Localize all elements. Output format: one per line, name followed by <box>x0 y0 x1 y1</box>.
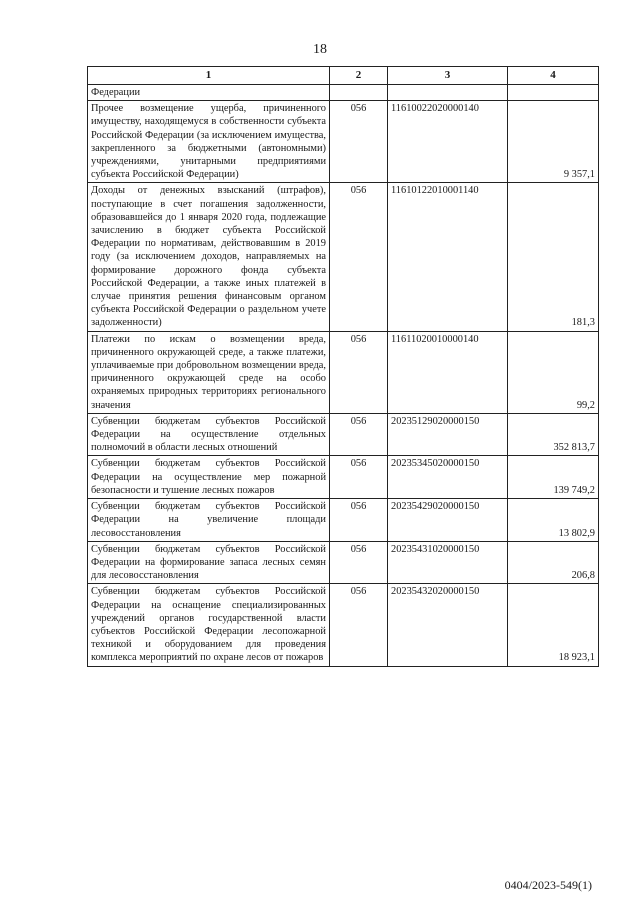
row-code: 056 <box>330 456 388 499</box>
table-row <box>88 331 599 413</box>
table-row <box>88 101 599 183</box>
row-name: Доходы от денежных взысканий (штрафов), поступающие в счет погашения задолженности, образовавшейся до 1 января 2020 года, подлежащие зачислению в бюджет субъекта Российской Федерации по нормативам, действовавшим в 2019 году (за исключением доходов, направляемых на формирование дорожного фонда субъекта Российской Федерации, а также иных платежей в случае принятия решения финансовым органом субъекта Российской Федерации о раздельном учете задолженности) <box>88 183 330 331</box>
row-name: Субвенции бюджетам субъектов Российской Федерации на осуществление отдельных полномочий в области лесных отношений <box>88 413 330 456</box>
row-amount: 18 923,1 <box>508 584 599 666</box>
row-code: 056 <box>330 499 388 542</box>
row-code: 056 <box>330 541 388 584</box>
row-name: Субвенции бюджетам субъектов Российской Федерации на увеличение площади лесовосстановления <box>88 499 330 542</box>
header-row <box>88 67 599 85</box>
row-kbk: 20235129020000150 <box>388 413 508 456</box>
continuation-row <box>88 85 599 101</box>
row-amount: 139 749,2 <box>508 456 599 499</box>
page-number: 18 <box>313 42 327 57</box>
income-table <box>87 66 599 667</box>
row-name: Субвенции бюджетам субъектов Российской Федерации на осуществление мер пожарной безопасности и тушение лесных пожаров <box>88 456 330 499</box>
row-kbk: 20235345020000150 <box>388 456 508 499</box>
header-col-3: 3 <box>388 67 508 85</box>
row-kbk: 20235432020000150 <box>388 584 508 666</box>
continuation-text: Федерации <box>88 85 330 101</box>
header-col-1: 1 <box>88 67 330 85</box>
table-row <box>88 456 599 499</box>
row-name: Платежи по искам о возмещении вреда, причиненного окружающей среде, а также платежи, уплачиваемые при добровольном возмещении вреда, причиненного окружающей среде на особо охраняемых природных территориях регионального значения <box>88 331 330 413</box>
row-name: Субвенции бюджетам субъектов Российской Федерации на оснащение специализированных учреждений органов государственной власти субъектов Российской Федерации лесопожарной техникой и оборудованием для проведения комплекса мероприятий по охране лесов от пожаров <box>88 584 330 666</box>
table-row <box>88 584 599 666</box>
row-kbk: 11610022020000140 <box>388 101 508 183</box>
document-number: 0404/2023-549(1) <box>504 878 592 892</box>
row-code: 056 <box>330 584 388 666</box>
row-amount: 99,2 <box>508 331 599 413</box>
row-kbk: 20235431020000150 <box>388 541 508 584</box>
table-row <box>88 183 599 331</box>
table-row <box>88 499 599 542</box>
row-amount: 181,3 <box>508 183 599 331</box>
row-amount: 206,8 <box>508 541 599 584</box>
header-col-2: 2 <box>330 67 388 85</box>
row-amount: 13 802,9 <box>508 499 599 542</box>
row-kbk: 20235429020000150 <box>388 499 508 542</box>
row-code: 056 <box>330 331 388 413</box>
row-kbk: 11611020010000140 <box>388 331 508 413</box>
row-amount: 352 813,7 <box>508 413 599 456</box>
row-amount: 9 357,1 <box>508 101 599 183</box>
header-col-4: 4 <box>508 67 599 85</box>
row-code: 056 <box>330 183 388 331</box>
table-row <box>88 413 599 456</box>
row-code: 056 <box>330 101 388 183</box>
row-name: Прочее возмещение ущерба, причиненного имуществу, находящемуся в собственности субъекта Российской Федерации (за исключением имущества, закрепленного за бюджетными (автономными) учреждениями, унитарными предприятиями субъекта Российской Федерации) <box>88 101 330 183</box>
row-code: 056 <box>330 413 388 456</box>
table-row <box>88 541 599 584</box>
row-name: Субвенции бюджетам субъектов Российской Федерации на формирование запаса лесных семян для лесовосстановления <box>88 541 330 584</box>
row-kbk: 11610122010001140 <box>388 183 508 331</box>
